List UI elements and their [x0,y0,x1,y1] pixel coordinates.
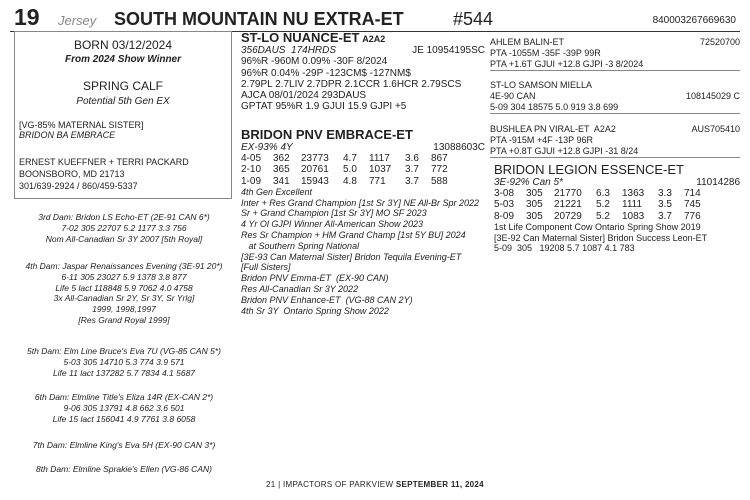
record-cell: 3.6 [405,153,419,165]
publication-name: IMPACTORS OF PARKVIEW [282,480,394,489]
record-cell: 3.7 [405,175,419,187]
record-cell: 776 [684,210,701,222]
box-name: ST-LO SAMSON MIELLA [490,80,593,90]
record-cell: 4-05 [241,153,262,165]
sire-name: ST-LO NUANCE-ET [241,30,360,45]
dam-line: 5-03 305 14710 5.3 774 3.9 571 [63,356,185,367]
record-row [494,199,740,210]
page-number: 21 [266,480,276,489]
record-cell: 1037 [369,164,392,176]
grand-dam-notes [494,222,740,254]
box-line: PTA +0.8T GJUI +12.8 GJPI -31 8/24 [490,146,639,156]
dam-line: 1999, 1998,1997 [92,304,156,315]
record-row [494,211,740,222]
record-row [241,176,485,187]
record-cell: 3.7 [658,210,672,222]
animal-name: SOUTH MOUNTAIN NU EXTRA-ET [114,9,404,29]
born-date: BORN 03/12/2024 [73,38,173,52]
breeder-info [19,156,189,192]
sire-daughters: 356DAUS 174HRDS [241,45,337,57]
record-cell: 362 [273,153,290,165]
dam-notes [241,187,485,317]
box-line: PTA -1055M -35F -39P 99R [490,48,601,58]
record-cell: 5.2 [596,199,610,211]
sire-line: AJCA 08/01/2024 293DAUS [241,90,367,102]
dam-line: 7-02 305 22707 5.2 1177 3.3 756 [61,222,187,233]
record-cell: 771 [369,175,386,187]
dam-line: 8th Dam: Elmline Sprakie's Ellen (VG-86 CAN) [36,464,212,474]
record-cell: 6.3 [596,188,610,200]
grand-dam-score: 3E-92% Can 5* [494,177,563,188]
dam-line: Life 15 lact 156041 4.9 7761 3.8 6058 [52,413,196,424]
record-cell: 23773 [301,153,329,165]
record-cell: 20729 [554,210,582,222]
publication-date: SEPTEMBER 11, 2024 [395,480,484,489]
potential-note: Potential 5th Gen EX [76,96,170,107]
note-line: Res Sr Champion + HM Grand Champ [1st 5Y BU] 2024 [241,230,466,240]
record-cell: 21221 [554,199,582,211]
note-line: 4th Sr 3Y Ontario Spring Show 2022 [241,305,389,316]
dam-line: 6th Dam: Elmline Title's Eliza 14R (EX-CAN 2*) [34,392,214,402]
note-line: [Full Sisters] [241,262,291,273]
maternal-sister-name: BRIDON BA EMBRACE [19,130,116,140]
record-cell: 5.2 [596,210,610,222]
record-cell: 4.7 [343,153,357,165]
box-line: PTA -915M +4F -13P 96R [490,135,593,145]
record-cell: 714 [684,188,701,200]
record-cell: 365 [273,164,290,176]
grand-dam-name: BRIDON LEGION ESSENCE-ET [494,162,684,177]
dam-line: Life 5 lact 118848 5.9 7062 4.0 4758 [55,282,193,293]
record-cell: 341 [273,175,290,187]
calf-class: SPRING CALF [82,79,163,93]
record-row [241,153,485,164]
note-line: Bridon PNV Enhance-ET (VG-88 CAN 2Y) [241,294,413,305]
sixth-dam [14,392,234,424]
dam-line: 4th Dam: Jaspar Renaissances Evening (3E-91 20*) [25,261,223,271]
dam-line: 6-11 305 23027 5.9 1378 3.8 877 [61,271,187,282]
dam-line: 9-06 305 13791 4.8 662 3.6 501 [63,402,185,413]
record-row [241,164,485,175]
note-line: 4th Gen Excellent [241,186,313,197]
dam-line: [Res Grand Royal 1999] [78,314,170,325]
page-footer: 21 | IMPACTORS OF PARKVIEW SEPTEMBER 11, 2024 [266,480,484,489]
paternal-dam-box [490,80,740,114]
note-line: 4 Yr Ol GJPI Winner All-American Show 2023 [241,219,423,230]
record-cell: 4.8 [343,175,357,187]
box-score: 4E-90 CAN [490,91,536,101]
fourth-dam [14,261,234,326]
from-winner: From 2024 Show Winner [64,54,182,65]
sire-genetic-tag: A2A2 [362,34,386,44]
breeder-names: ERNEST KUEFFNER + TERRI PACKARD [19,157,189,167]
note-line: 5-09 305 19208 5.7 1087 4.1 783 [494,243,635,254]
dam-line: Nom All-Canadian Sr 3Y 2007 [5th Royal] [45,233,203,244]
record-cell: 1111 [622,199,643,211]
sire-line: GPTAT 95%R 1.9 GJUI 15.9 GJPI +5 [241,101,407,113]
note-line: Bridon PNV Emma-ET (EX-90 CAN) [241,273,389,284]
record-cell: 20761 [301,164,329,176]
box-line: 5-09 304 18575 5.0 919 3.8 699 [490,102,619,112]
record-cell: 305 [526,199,543,211]
record-cell: 15943 [301,175,329,187]
box-reg: 108145029 C [685,91,740,101]
note-line: Res All-Canadian Sr 3Y 2022 [241,283,359,294]
record-cell: 867 [431,153,448,165]
dam-records [241,153,485,187]
maternal-sister [19,120,144,140]
dam-line: 7th Dam: Elmline King's Eva 5H (EX-90 CAN 3*) [32,440,216,450]
box-line: PTA +1.6T GJUI +12.8 GJPI -3 8/2024 [490,59,644,69]
note-line: Inter + Res Grand Champion [1st Sr 3Y] NE All-Br Spr 2022 [241,197,480,208]
sire-line: 96%R -960M 0.09% -30F 8/2024 [241,56,388,68]
maternal-sister-label: [VG-85% MATERNAL SISTER] [19,120,144,130]
catalog-number: #544 [453,9,494,29]
note-line: [3E-92 Can Maternal Sister] Bridon Success Leon-ET [494,232,708,243]
note-line: Sr + Grand Champion [1st Sr 3Y] MO SF 2023 [241,208,427,219]
record-cell: 588 [431,175,448,187]
record-cell: 2-10 [241,164,262,176]
record-cell: 305 [526,210,543,222]
record-cell: 21770 [554,188,582,200]
dam-line: 3rd Dam: Bridon LS Echo-ET (2E-91 CAN 6*) [38,212,210,222]
eighth-dam [14,464,234,475]
record-cell: 3.5 [658,199,672,211]
breeder-phone: 301/639-2924 / 860/459-5337 [19,181,138,191]
grand-dam-records [494,188,740,222]
record-cell: 8-09 [494,210,515,222]
record-cell: 5.0 [343,164,357,176]
note-line: [3E-93 Can Maternal Sister] Bridon Tequila Evening-ET [241,251,462,262]
record-cell: 772 [431,164,448,176]
record-cell: 3.7 [405,164,419,176]
grand-dam-block [494,163,740,254]
dam-line: Life 11 lact 137282 5.7 7834 4.1 5687 [52,367,196,378]
box-reg: AUS705410 [691,124,740,134]
lot-number: 19 [14,4,40,30]
third-dam [14,212,234,244]
dam-line: 5th Dam: Elm Line Bruce's Eva 7U (VG-85 CAN 5*) [27,346,221,356]
box-name: BUSHLEA PN VIRAL-ET A2A2 [490,124,616,134]
dam-block [241,128,485,316]
record-row [494,188,740,199]
record-cell: 1363 [622,188,645,200]
note-line: at Southern Spring National [241,240,360,251]
record-cell: 3-08 [494,188,515,200]
record-cell: 1083 [622,210,645,222]
fifth-dam [14,346,234,378]
breeder-address: BOONSBORO, MD 21713 [19,169,125,179]
sire-block [241,31,485,112]
dam-line: 3x All-Canadian Sr 2Y, Sr 3Y, Sr Yrlg] [53,293,195,304]
record-cell: 5-03 [494,199,515,211]
grand-dam-reg: 11014286 [696,177,740,188]
seventh-dam [14,440,234,451]
breed-label: Jersey [58,13,97,28]
registration-number: 840003267669630 [652,15,736,26]
record-cell: 745 [684,199,701,211]
dam-name: BRIDON PNV EMBRACE-ET [241,127,413,142]
record-cell: 3.3 [658,188,672,200]
catalog-header [10,4,740,32]
box-name: AHLEM BALIN-ET [490,37,565,47]
dam-reg: 13088603C [433,142,485,153]
record-cell: 1-09 [241,175,262,187]
record-cell: 305 [526,188,543,200]
maternal-sire-box [490,124,740,158]
note-line: 1st Life Component Cow Ontario Spring Show 2019 [494,221,701,232]
box-reg: 72520700 [699,37,740,47]
sire-line: 96%R 0.04% -29P -123CM$ -127NM$ [241,67,411,79]
born-box [14,31,232,199]
sire-line: 2.79PL 2.7LIV 2.7DPR 2.1CCR 1.6HCR 2.79SCS [241,78,462,90]
dam-score: EX-93% 4Y [241,142,293,153]
paternal-sire-box [490,37,740,71]
record-cell: 1117 [369,153,390,165]
sire-reg: JE 10954195SC [412,45,485,57]
